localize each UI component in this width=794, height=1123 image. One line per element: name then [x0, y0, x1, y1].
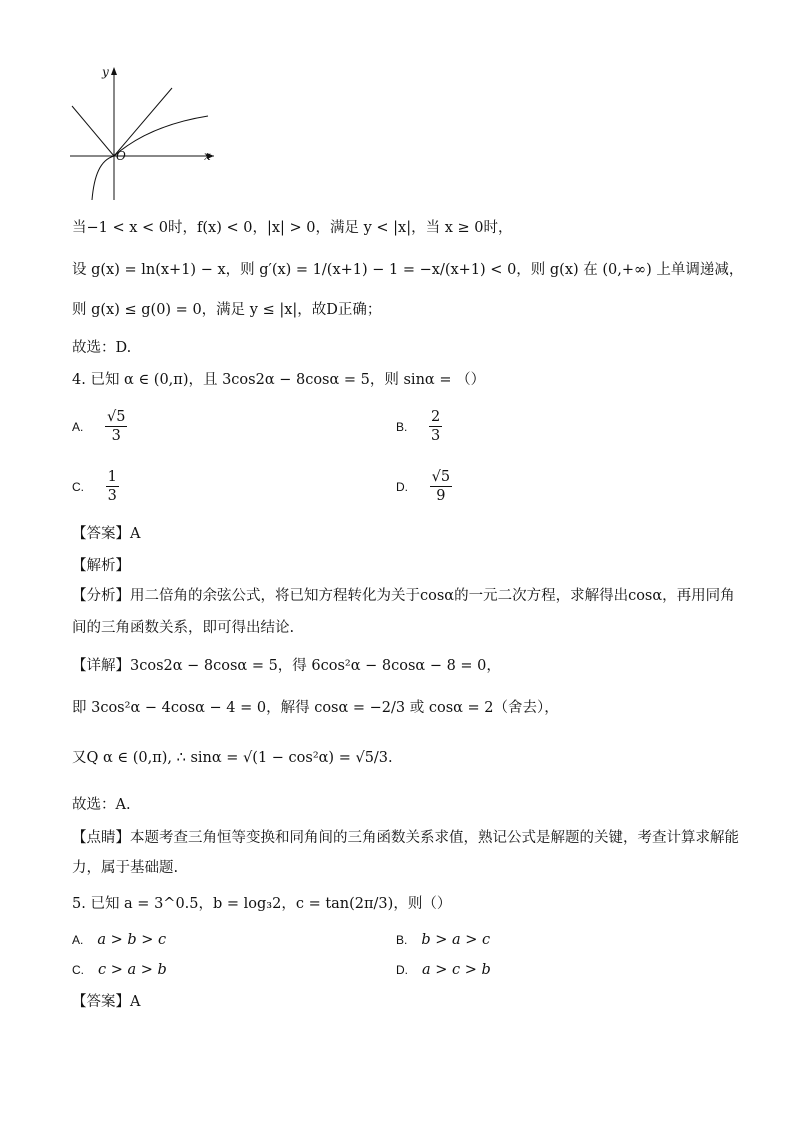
text-line-4: 故选：D.: [72, 340, 132, 356]
choose-a-line: 故选：A.: [72, 797, 131, 813]
q5-option-d: D. a > c > b: [396, 962, 491, 978]
y-axis-arrow: [111, 67, 117, 75]
origin-label: O: [116, 149, 126, 163]
fenxi-line-2: 间的三角函数关系，即可得出结论.: [72, 620, 295, 636]
function-graph: [68, 64, 218, 204]
question-4: 4. 已知 α ∈ (0,π)，且 3cos2α − 8cosα = 5，则 sinα = （）: [72, 372, 486, 388]
dianjing-line-1: 【点睛】本题考查三角恒等变换和同角间的三角函数关系求值，熟记公式是解题的关键，考查计算求解能: [72, 830, 739, 846]
q5-option-a: A. a > b > c: [72, 932, 167, 948]
text-line-2: 设 g(x) = ln(x+1) − x，则 g′(x) = 1/(x+1) − 1 = −x/(x+1) < 0，则 g(x) 在 (0,+∞) 上单调递减，: [72, 262, 744, 278]
fenxi-line-1: 【分析】用二倍角的余弦公式，将已知方程转化为关于cosα的一元二次方程，求解得出cosα，再用同角: [72, 588, 735, 604]
q4-option-b: B. $\frac{2}{3}$: [396, 409, 441, 444]
ln-curve: [92, 116, 208, 200]
answer-5: 【答案】A: [72, 994, 141, 1010]
q5-option-b: B. b > a > c: [396, 932, 491, 948]
solve-line: 即 3cos²α − 4cosα − 4 = 0，解得 cosα = −2/3 或 cosα = 2（舍去），: [72, 700, 559, 716]
abs-x-right-branch: [114, 88, 172, 156]
q4-option-c: C. $\frac{1}{3}$: [72, 469, 117, 504]
sin-result-line: 又Q α ∈ (0,π), ∴ sinα = √(1 − cos²α) = √5/3.: [72, 750, 393, 766]
q4-option-d: D. $\frac{√5}{9}$: [396, 469, 451, 504]
dianjing-line-2: 力，属于基础题.: [72, 860, 179, 876]
x-axis-label: x: [204, 149, 211, 163]
abs-x-left-branch: [72, 106, 114, 156]
q4-option-a: A. $\frac{√5}{3}$: [72, 409, 126, 444]
text-line-1: 当−1 < x < 0时，f(x) < 0，|x| > 0，满足 y < |x|，当 x ≥ 0时，: [72, 220, 513, 236]
analysis-heading: 【解析】: [72, 558, 130, 574]
xiangjie-line: 【详解】3cos2α − 8cosα = 5，得 6cos²α − 8cosα − 8 = 0，: [72, 658, 501, 674]
text-line-3: 则 g(x) ≤ g(0) = 0，满足 y ≤ |x|，故D正确；: [72, 302, 382, 318]
y-axis-label: y: [102, 65, 109, 79]
question-5: 5. 已知 a = 3^0.5，b = log₃2，c = tan(2π/3)，则（）: [72, 896, 452, 912]
q5-option-c: C. c > a > b: [72, 962, 167, 978]
answer-4: 【答案】A: [72, 526, 141, 542]
